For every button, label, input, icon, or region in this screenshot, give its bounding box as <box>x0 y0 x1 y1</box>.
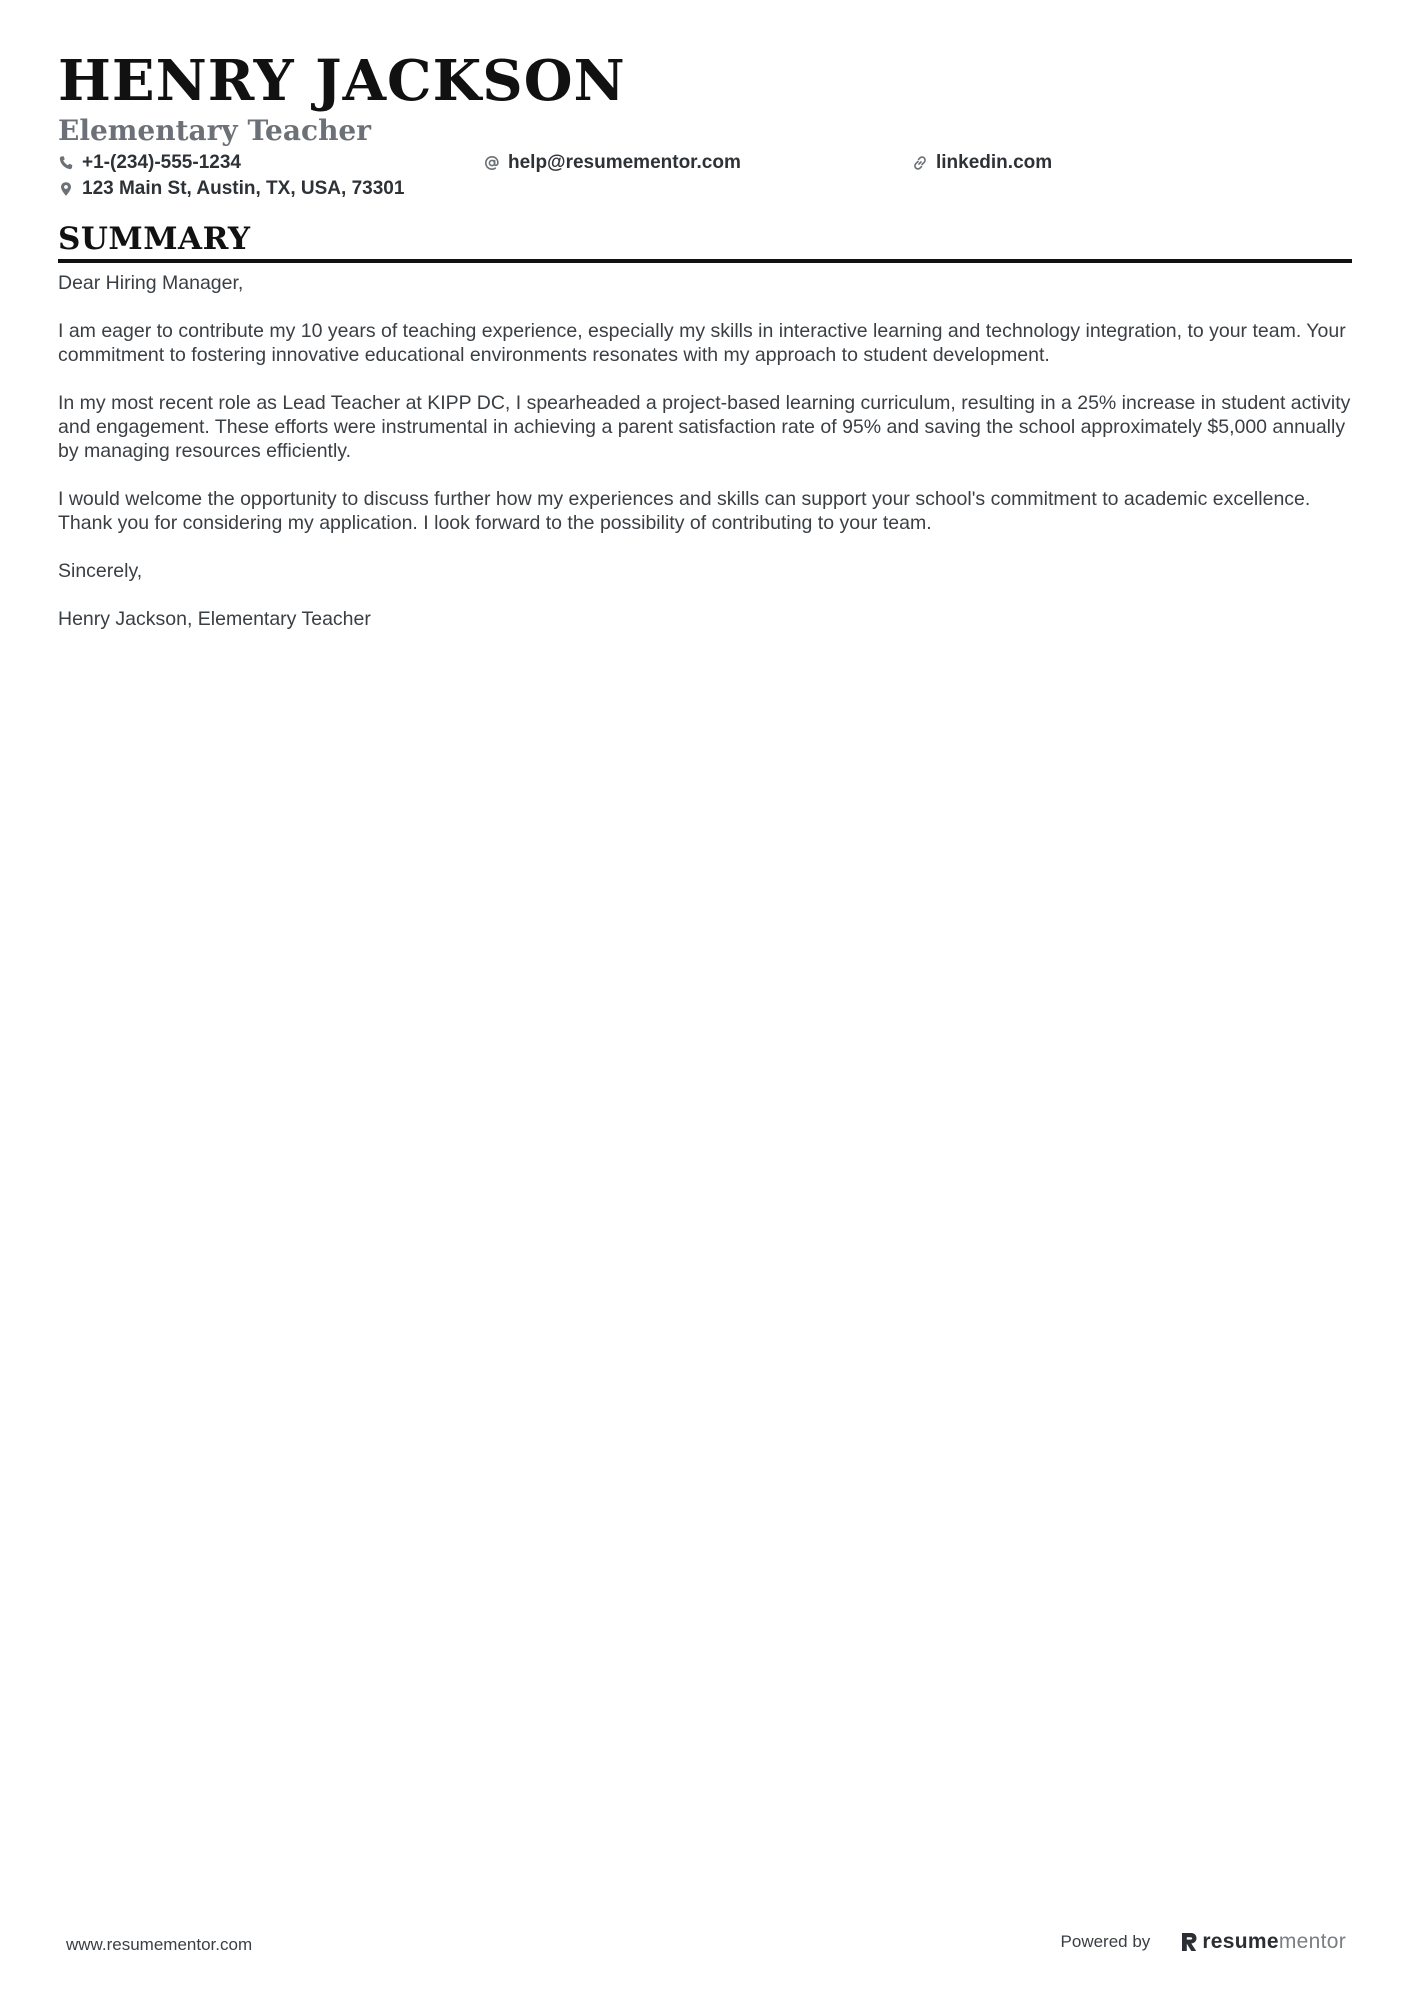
contact-website[interactable] <box>912 150 1052 176</box>
contact-info <box>58 150 1358 202</box>
at-icon <box>484 155 500 171</box>
salutation: Dear Hiring Manager, <box>58 272 244 294</box>
header <box>58 48 1358 202</box>
email-text: help@resumementor.com <box>508 152 741 173</box>
phone-icon <box>58 155 74 171</box>
powered-by-text: Powered by <box>1060 1932 1151 1951</box>
contact-address <box>58 176 404 202</box>
website-text: linkedin.com <box>936 152 1053 173</box>
closing: Sincerely, <box>58 560 143 582</box>
brand-mark-icon <box>1180 1931 1198 1953</box>
brand-wordmark <box>1202 1930 1346 1954</box>
brand-logo[interactable] <box>1180 1930 1346 1954</box>
letter-body <box>58 271 1352 631</box>
contact-email[interactable] <box>484 150 741 176</box>
section-title: SUMMARY <box>58 221 251 257</box>
footer-website-link[interactable]: www.resumementor.com <box>66 1935 253 1954</box>
footer-branding <box>1061 1930 1346 1954</box>
location-pin-icon <box>58 181 74 197</box>
letter-paragraph-2: In my most recent role as Lead Teacher at KIPP DC, I spearheaded a project-based learning curriculum, resulting in a 25% increase in student activity and engagement. These efforts were instrumental in achieving a parent satisfaction rate of 95% and saving the school approximately $5,000 annually by managing resources efficiently. <box>58 392 1351 462</box>
contact-phone[interactable] <box>58 150 241 176</box>
candidate-name: HENRY JACKSON <box>58 48 626 114</box>
candidate-role: Elementary Teacher <box>58 114 371 147</box>
brand-wordmark-part1: resume <box>1202 1930 1279 1953</box>
phone-text: +1-(234)-555-1234 <box>82 152 241 173</box>
brand-wordmark-part2: mentor <box>1278 1930 1346 1953</box>
letter-paragraph-3: I would welcome the opportunity to discuss further how my experiences and skills can support your school's commitment to academic excellence. Thank you for considering my application. I look forward to the possibility of contributing to your team. <box>58 488 1311 534</box>
summary-section <box>58 220 1352 655</box>
address-text: 123 Main St, Austin, TX, USA, 73301 <box>82 178 405 199</box>
letter-paragraph-1: I am eager to contribute my 10 years of teaching experience, especially my skills in interactive learning and technology integration, to your team. Your commitment to fostering innovative educational environments resonates with my approach to student development. <box>58 320 1346 366</box>
section-divider <box>58 259 1352 263</box>
signature: Henry Jackson, Elementary Teacher <box>58 608 371 630</box>
link-icon <box>912 155 928 171</box>
